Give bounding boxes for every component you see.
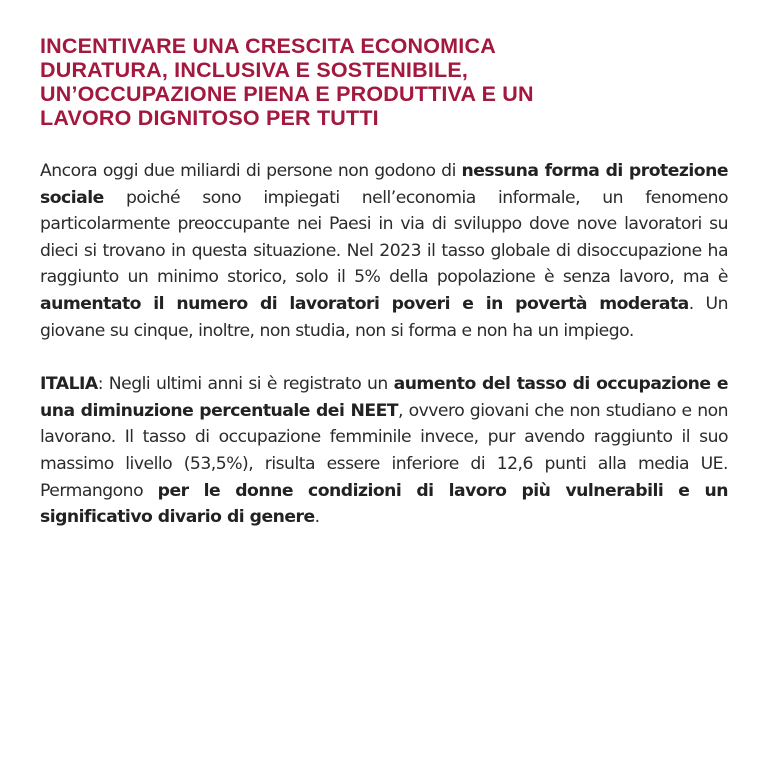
highlight-employment-neet: aumento del tasso di occupazione e una diminuzione percentuale dei NEET [40, 374, 728, 421]
text-segment: poiché sono impiegati nell’economia informale, un fenomeno particolarmente preoccupante nei Paesi in via di sviluppo dove nove lavoratori su dieci si trovano in questa situazione. Nel 2023 il tasso globale di disoccupazione ha raggiunto un minimo storico, solo il 5% della popolazione è senza lavoro, ma è [40, 187, 728, 288]
text-segment: . [314, 507, 320, 528]
paragraph-italia [40, 371, 728, 531]
document-page [40, 34, 728, 531]
heading-line: DURATURA, INCLUSIVA E SOSTENIBILE, [40, 58, 469, 82]
label-italia: ITALIA [40, 374, 98, 395]
paragraph-global [40, 158, 728, 344]
text-segment: : Negli ultimi anni si è registrato un [97, 374, 394, 395]
text-segment: , ovvero giovani che non studiano e non lavorano. Il tasso di occupazione femminile invece, pur avendo raggiunto il suo massimo livello (53,5%), risulta essere inferiore di 12,6 punti alla media UE. Permangono [40, 400, 728, 501]
text-segment: . Un giovane su cinque, inoltre, non studia, non si forma e non ha un impiego. [40, 293, 728, 341]
heading-line: UN’OCCUPAZIONE PIENA E PRODUTTIVA E UN [40, 82, 534, 106]
heading-line: INCENTIVARE UNA CRESCITA ECONOMICA [40, 34, 496, 58]
highlight-gender-gap: per le donne condizioni di lavoro più vulnerabili e un significativo divario di genere [40, 480, 728, 528]
heading-line: LAVORO DIGNITOSO PER TUTTI [40, 106, 379, 130]
text-segment: Ancora oggi due miliardi di persone non godono di [40, 161, 462, 181]
highlight-social-protection: nessuna forma di protezione sociale [40, 161, 728, 208]
section-heading [40, 34, 728, 130]
highlight-working-poor: aumentato il numero di lavoratori poveri e in povertà moderata [40, 293, 689, 314]
